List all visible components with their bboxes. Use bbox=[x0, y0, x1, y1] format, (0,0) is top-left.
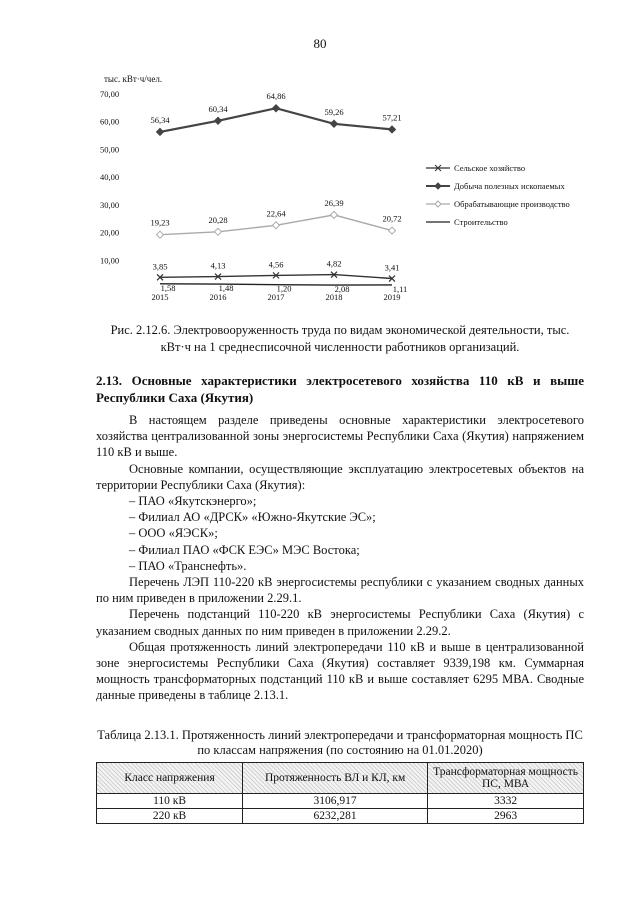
table-cell: 3106,917 bbox=[243, 794, 428, 809]
data-point bbox=[273, 222, 280, 229]
data-label: 20,72 bbox=[382, 213, 402, 224]
data-label: 59,26 bbox=[324, 106, 344, 117]
data-label: 2,08 bbox=[334, 284, 350, 295]
paragraph-intro: В настоящем разделе приведены основные характеристики электросетевого хозяйства централизованной зоны энергосистемы Республики Саха (Якутия) напряжением 110 кВ и выше. bbox=[96, 413, 584, 460]
y-tick-label: 20,00 bbox=[100, 227, 120, 238]
paragraph-lines-list: Перечень ЛЭП 110-220 кВ энергосистемы республики с указанием сводных данных по ним приведен в приложении 2.29.1. bbox=[96, 575, 584, 606]
data-point bbox=[157, 128, 164, 135]
data-point bbox=[273, 105, 280, 112]
x-tick-label: 2015 bbox=[151, 292, 169, 302]
list-item: – Филиал АО «ДРСК» «Южно-Якутские ЭС»; bbox=[129, 510, 376, 525]
data-label: 22,64 bbox=[266, 208, 286, 219]
data-label: 1,48 bbox=[218, 283, 234, 294]
column-header-transformer-capacity: Трансформаторная мощность ПС, МВА bbox=[428, 763, 584, 794]
y-tick-label: 50,00 bbox=[100, 144, 120, 155]
section-heading: 2.13. Основные характеристики электросетевого хозяйства 110 кВ и выше Республики Саха (Якутия) bbox=[96, 373, 584, 405]
table-cell: 2963 bbox=[428, 809, 584, 824]
y-tick-label: 40,00 bbox=[100, 172, 120, 183]
paragraph-substations-list: Перечень подстанций 110-220 кВ энергосистемы Республики Саха (Якутия) с указанием сводных данных по ним приведен в приложении 2.29.2. bbox=[96, 607, 584, 638]
data-label: 1,11 bbox=[392, 283, 408, 294]
voltage-class-table bbox=[96, 762, 584, 824]
legend-marker bbox=[435, 183, 441, 189]
data-label: 3,85 bbox=[152, 261, 168, 272]
table-row bbox=[97, 794, 584, 809]
list-item: – ПАО «Транснефть». bbox=[129, 558, 247, 573]
column-header-voltage-class: Класс напряжения bbox=[97, 763, 243, 794]
data-point bbox=[215, 228, 222, 235]
data-label: 4,56 bbox=[268, 259, 284, 270]
list-item: – ООО «ЯЭСК»; bbox=[129, 526, 218, 541]
data-label: 57,21 bbox=[382, 112, 402, 123]
table-cell: 220 кВ bbox=[97, 809, 243, 824]
data-label: 4,13 bbox=[210, 260, 226, 271]
table-cell: 110 кВ bbox=[97, 794, 243, 809]
paragraph-totals: Общая протяженность линий электропередачи 110 кВ и выше в централизованной зоне энергосистемы Республики Саха (Якутия) составляет 9339,198 км. Суммарная мощность трансформаторных подстанций 110 кВ и выше составляет 6295 МВА. Сводные данные приведены в таблице 2.13.1. bbox=[96, 639, 584, 703]
data-label: 3,41 bbox=[384, 262, 400, 273]
data-point bbox=[157, 231, 164, 238]
data-label: 64,86 bbox=[266, 91, 286, 102]
data-label: 19,23 bbox=[150, 217, 170, 228]
line-chart bbox=[96, 70, 570, 302]
data-label: 20,28 bbox=[208, 214, 228, 225]
x-tick-label: 2016 bbox=[209, 292, 227, 302]
data-point bbox=[331, 120, 338, 127]
table-caption: Таблица 2.13.1. Протяженность линий электропередачи и трансформаторная мощность ПС по классам напряжения (по состоянию на 01.01.2020) bbox=[97, 728, 583, 757]
list-item: – Филиал ПАО «ФСК ЕЭС» МЭС Востока; bbox=[129, 542, 360, 557]
body-text bbox=[96, 412, 584, 704]
legend-label: Сельское хозяйство bbox=[454, 163, 526, 173]
data-label: 26,39 bbox=[324, 197, 344, 208]
paragraph-companies: Основные компании, осуществляющие эксплуатацию электросетевых объектов на территории Республики Саха (Якутия): bbox=[96, 461, 584, 492]
data-label: 56,34 bbox=[150, 114, 170, 125]
legend-label: Строительство bbox=[454, 217, 508, 227]
table-cell: 3332 bbox=[428, 794, 584, 809]
data-label: 60,34 bbox=[208, 103, 228, 114]
legend-label: Добыча полезных ископаемых bbox=[454, 181, 565, 191]
figure-caption: Рис. 2.12.6. Электровооруженность труда по видам экономической деятельности, тыс. кВт·ч на 1 среднесписочной численности работников организаций. bbox=[110, 323, 570, 354]
y-tick-label: 60,00 bbox=[100, 116, 120, 127]
data-label: 1,20 bbox=[276, 283, 292, 294]
y-tick-label: 30,00 bbox=[100, 199, 120, 210]
y-axis-label: тыс. кВт·ч/чел. bbox=[104, 74, 163, 84]
page-number: 80 bbox=[313, 36, 327, 51]
y-tick-label: 70,00 bbox=[100, 89, 120, 99]
y-tick-label: 10,00 bbox=[100, 255, 120, 266]
data-point bbox=[389, 227, 396, 234]
data-point bbox=[389, 126, 396, 133]
legend-label: Обрабатывающие производство bbox=[454, 199, 570, 209]
table-row bbox=[97, 809, 584, 824]
x-tick-label: 2017 bbox=[267, 292, 285, 302]
table-cell: 6232,281 bbox=[243, 809, 428, 824]
data-point bbox=[215, 117, 222, 124]
x-tick-label: 2018 bbox=[325, 292, 343, 302]
x-tick-label: 2019 bbox=[383, 292, 401, 302]
column-header-line-length: Протяженность ВЛ и КЛ, км bbox=[243, 763, 428, 794]
data-label: 4,82 bbox=[326, 258, 342, 269]
data-point bbox=[331, 211, 338, 218]
table-header-row bbox=[97, 763, 584, 794]
data-label: 1,58 bbox=[160, 282, 176, 293]
legend-marker bbox=[435, 201, 441, 207]
list-item: – ПАО «Якутскэнерго»; bbox=[129, 494, 257, 509]
